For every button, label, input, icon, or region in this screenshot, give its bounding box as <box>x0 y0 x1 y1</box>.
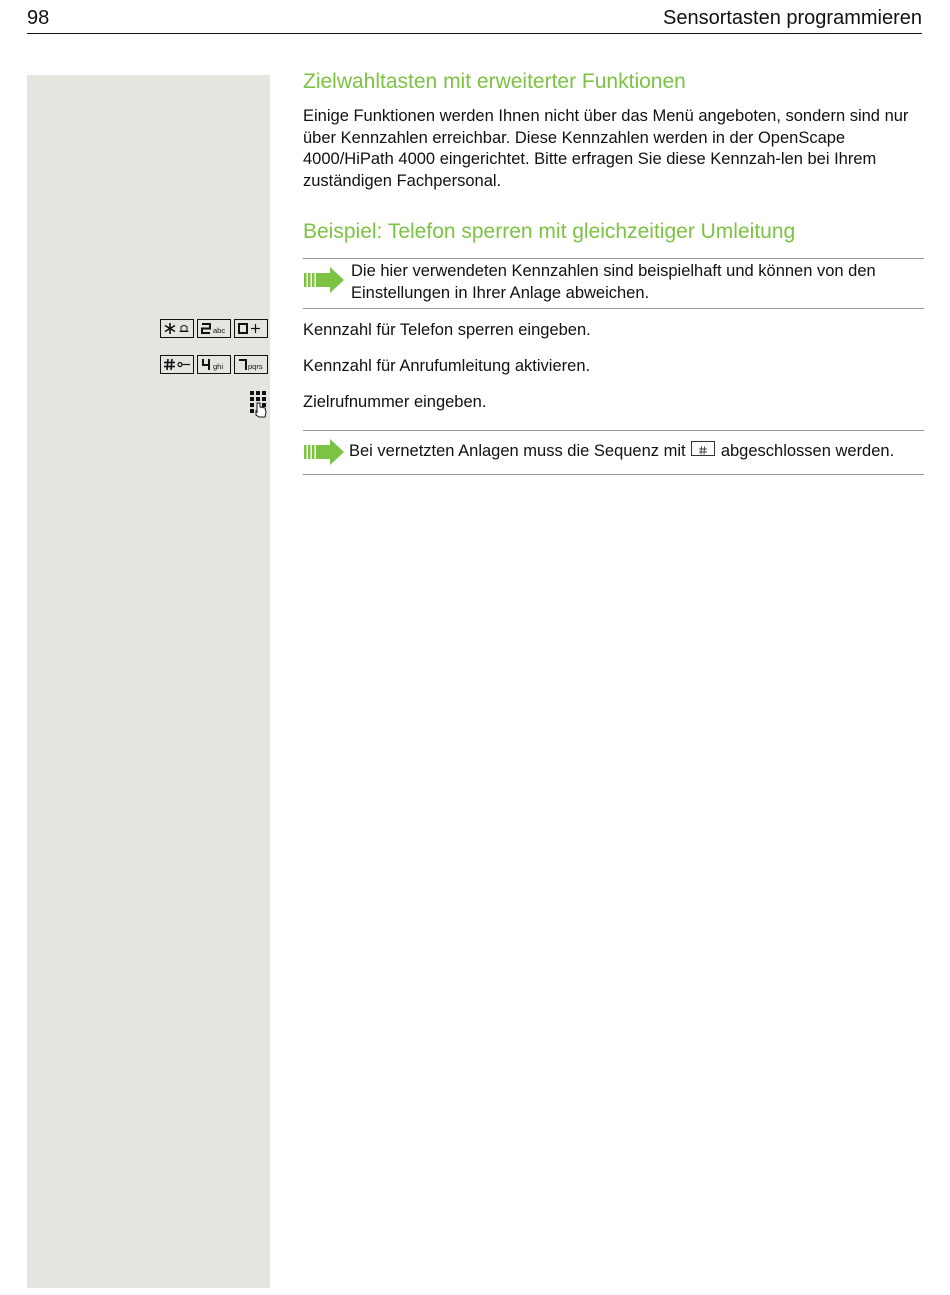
step-lock-text: Kennzahl für Telefon sperren eingeben. <box>303 321 591 339</box>
hash-key-icon <box>160 355 194 374</box>
key-4-ghi-icon <box>197 355 231 374</box>
step-number-text: Zielrufnummer eingeben. <box>303 393 487 411</box>
step-forward-text: Kennzahl für Anrufumleitung aktivieren. <box>303 357 591 375</box>
running-head: Sensortasten programmieren <box>662 7 922 29</box>
svg-text:ghi: ghi <box>213 362 224 371</box>
note-network-text-after: abgeschlossen werden. <box>720 442 895 460</box>
key-7-pqrs-icon <box>234 355 268 374</box>
section-title: Zielwahltasten mit erweiterter Funktionen <box>303 70 686 93</box>
key-sequence-lock <box>160 319 268 338</box>
example-title: Beispiel: Telefon sperren mit gleichzeitiger Umleitung <box>303 220 796 243</box>
dialpad-icon <box>249 390 269 418</box>
note-network-text-before: Bei vernetzten Anlagen muss die Sequenz mit <box>349 442 686 460</box>
svg-text:pqrs: pqrs <box>248 362 263 371</box>
note-network-text <box>349 441 924 463</box>
hash-key-inline-icon <box>691 441 715 456</box>
left-column <box>27 75 270 1288</box>
page-number: 98 <box>27 7 50 29</box>
key-2-abc-icon <box>197 319 231 338</box>
note-box <box>303 258 924 309</box>
green-arrow-icon <box>303 438 345 466</box>
note-box-network <box>303 430 924 475</box>
svg-text:abc: abc <box>213 326 226 335</box>
key-0-plus-icon <box>234 319 268 338</box>
star-key-icon <box>160 319 194 338</box>
intro-paragraph: Einige Funktionen werden Ihnen nicht über das Menü angeboten, sondern sind nur über Kennzahlen erreichbar. Diese Kennzahlen werden in der OpenScape 4000/HiPath 4000 eingerichtet. Bitte erfragen Sie diese Kennzah-len bei Ihrem zuständigen Fachpersonal. <box>303 107 909 190</box>
section-content <box>303 68 924 192</box>
green-arrow-icon <box>303 266 345 294</box>
key-sequence-forward <box>160 355 268 374</box>
note-text: Die hier verwendeten Kennzahlen sind beispielhaft und können von den Einstellungen in Ihrer Anlage abweichen. <box>351 262 876 302</box>
header-rule <box>27 33 922 34</box>
